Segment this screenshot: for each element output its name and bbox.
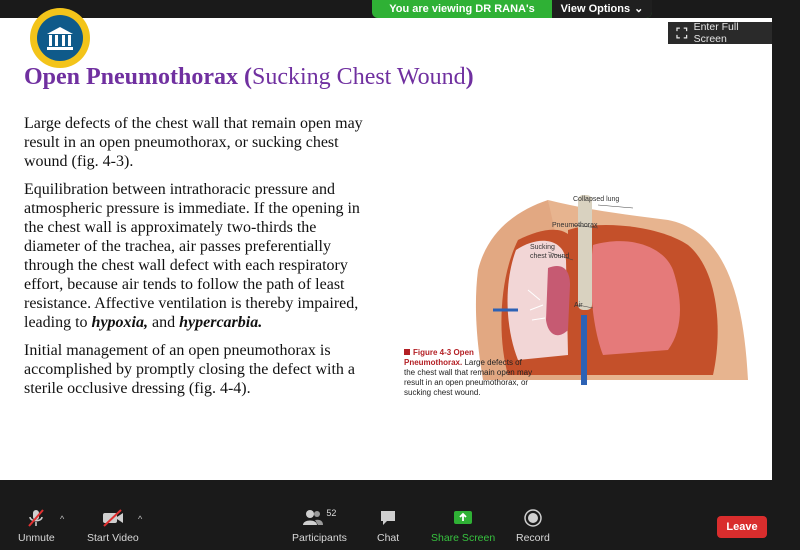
paragraph-3: Initial management of an open pneumothorax is accomplished by promptly closing the defect with a sterile occlusive dressing (fig. 4-4). bbox=[24, 342, 356, 397]
record-label: Record bbox=[516, 532, 550, 544]
audio-options-caret-icon[interactable]: ^ bbox=[60, 514, 65, 524]
chat-button[interactable] bbox=[377, 508, 399, 544]
paragraph-2-text: Equilibration between intrathoracic pressure and atmospheric pressure is immediate. If the opening in the chest wall is approximately two-thirds the diameter of the trachea, air passes preferentially through the chest wall defect with each respiratory effort, because air tends to follow the path of least resistance. Affective ventilation is thereby impaired, leading to bbox=[24, 181, 360, 331]
video-options-caret-icon[interactable]: ^ bbox=[138, 514, 143, 524]
share-screen-label: Share Screen bbox=[431, 532, 496, 544]
screen-share-banner bbox=[372, 0, 652, 18]
label-pneumothorax: Pneumothorax bbox=[552, 222, 598, 229]
paragraph-2 bbox=[24, 180, 364, 332]
chat-bubble-icon bbox=[378, 508, 398, 528]
view-options-button[interactable] bbox=[552, 0, 652, 18]
term-hypoxia: hypoxia, bbox=[91, 314, 148, 331]
title-paren-close: ) bbox=[465, 64, 474, 90]
caption-square-icon bbox=[404, 349, 410, 355]
leave-meeting-button[interactable]: Leave bbox=[717, 516, 767, 538]
label-air: Air bbox=[574, 302, 583, 309]
video-camera-off-icon bbox=[101, 508, 125, 528]
microphone-muted-icon bbox=[26, 508, 46, 528]
label-chest-wound: chest wound bbox=[530, 253, 570, 260]
paragraph-2-and: and bbox=[148, 314, 180, 331]
participants-count: 52 bbox=[326, 508, 337, 518]
share-screen-button[interactable] bbox=[431, 508, 495, 544]
share-screen-arrow-icon bbox=[452, 508, 474, 528]
slide-body bbox=[24, 114, 364, 407]
share-status-text: You are viewing DR RANA's bbox=[389, 3, 535, 15]
participants-button[interactable] bbox=[292, 508, 347, 544]
label-collapsed-lung: Collapsed lung bbox=[573, 196, 620, 203]
fullscreen-label: Enter Full Screen bbox=[693, 21, 739, 45]
participants-icon bbox=[302, 508, 324, 528]
unmute-button[interactable] bbox=[18, 508, 55, 544]
start-video-button[interactable] bbox=[87, 508, 139, 544]
slide-header-strip bbox=[0, 18, 772, 44]
title-paren-open: ( bbox=[238, 64, 253, 90]
label-sucking: Sucking bbox=[530, 244, 555, 251]
start-video-label: Start Video bbox=[87, 532, 139, 544]
title-subtitle: Sucking Chest Wound bbox=[252, 64, 466, 90]
participants-label: Participants bbox=[292, 532, 347, 544]
slide-title bbox=[24, 64, 474, 91]
institution-logo bbox=[30, 8, 90, 68]
chevron-down-icon: ⌄ bbox=[634, 3, 644, 15]
title-main: Open Pneumothorax bbox=[24, 64, 239, 90]
view-options-label: View Options bbox=[560, 3, 631, 15]
figure-caption bbox=[404, 348, 534, 398]
caption-title: Figure 4-3 Open Pneumothorax. bbox=[404, 348, 474, 367]
record-icon bbox=[523, 508, 543, 528]
fullscreen-icon bbox=[676, 27, 688, 39]
right-gutter bbox=[772, 18, 800, 480]
enter-full-screen-button[interactable] bbox=[668, 22, 772, 44]
term-hypercarbia: hypercarbia. bbox=[179, 314, 263, 331]
chat-label: Chat bbox=[377, 532, 400, 544]
record-button[interactable] bbox=[516, 508, 550, 544]
paragraph-1: Large defects of the chest wall that remain open may result in an open pneumothorax, or sucking chest wound (fig. 4-3). bbox=[24, 115, 363, 170]
caption-text: Large defects of the chest wall that remain open may result in an open pneumothorax, or sucking chest wound. bbox=[404, 358, 533, 397]
unmute-label: Unmute bbox=[18, 532, 55, 544]
